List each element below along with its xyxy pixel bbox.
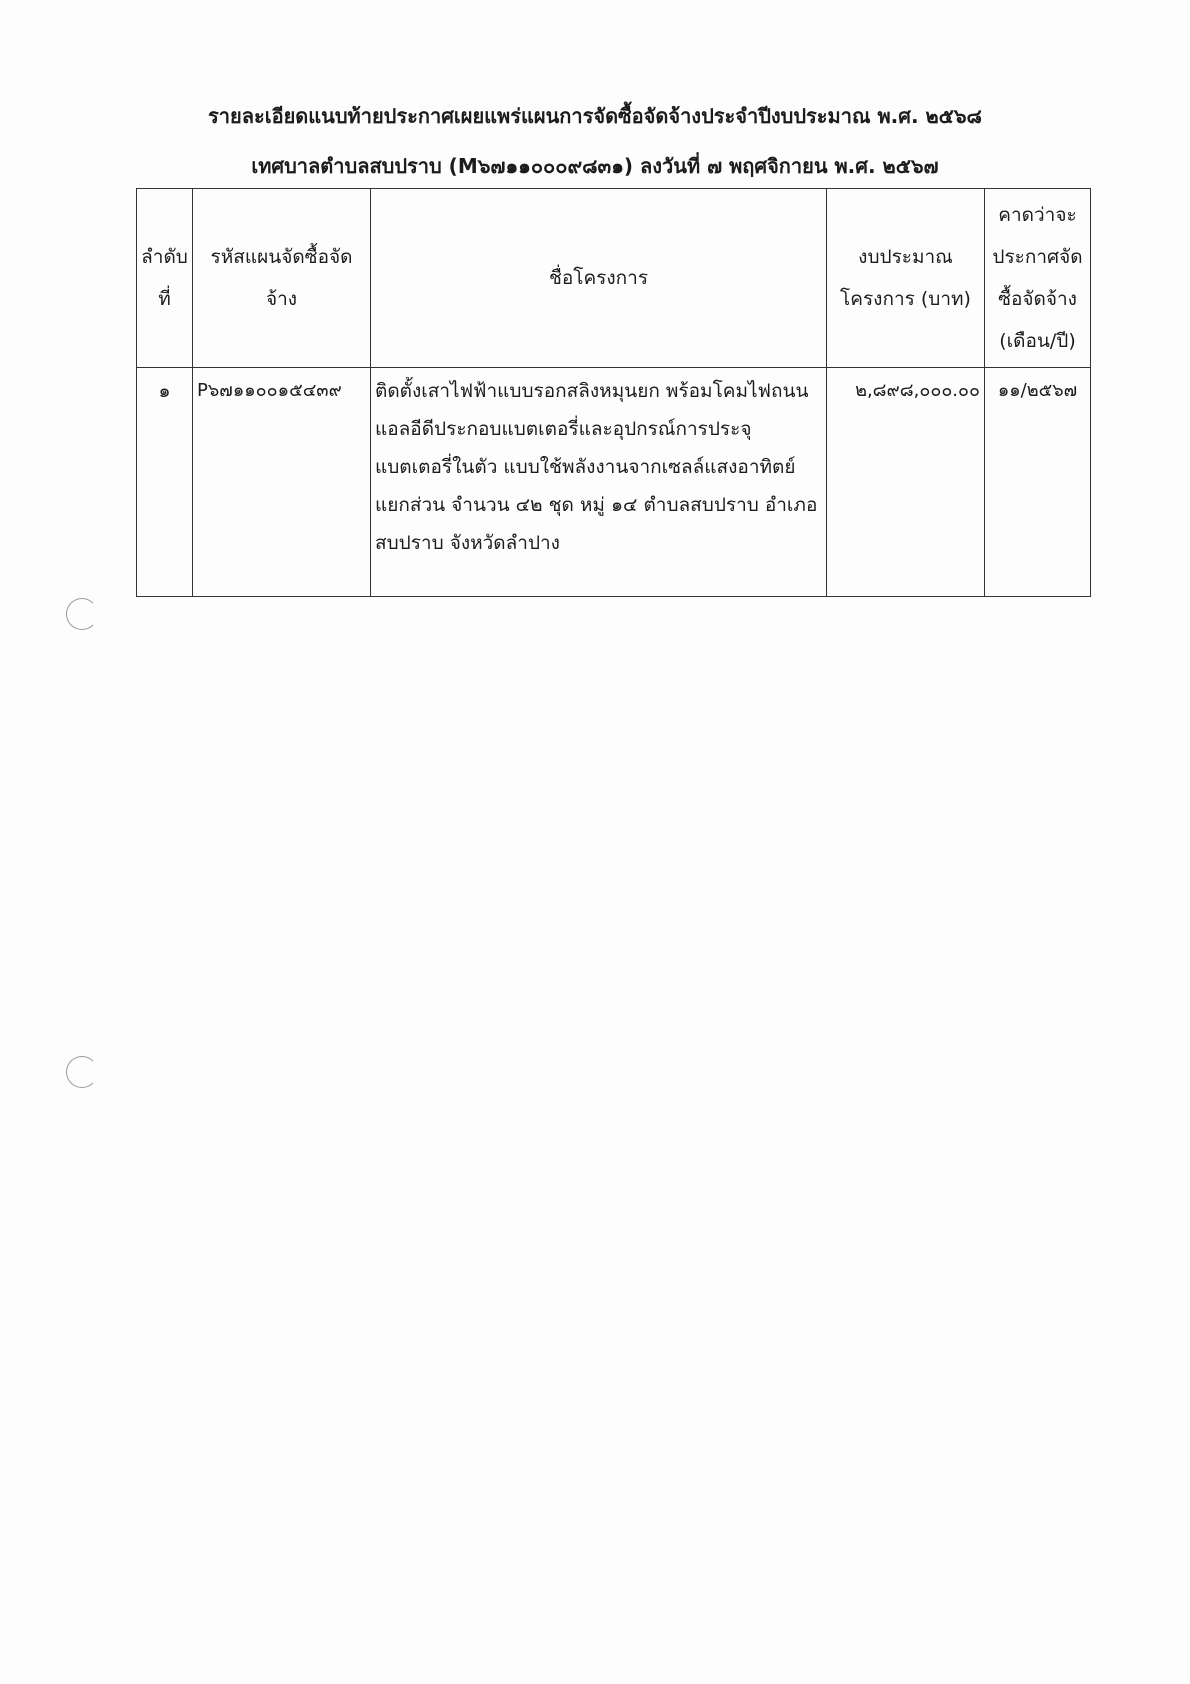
header-plan-code: รหัสแผนจัดซื้อจัดจ้าง <box>193 189 371 368</box>
document-title: รายละเอียดแนบท้ายประกาศเผยแพร่แผนการจัดซื้อจัดจ้างประจำปีงบประมาณ พ.ศ. ๒๕๖๘ <box>208 104 982 128</box>
table-row <box>137 368 1091 597</box>
header-project-name: ชื่อโครงการ <box>371 189 827 368</box>
header-expected-date: คาดว่าจะประกาศจัดซื้อจัดจ้าง (เดือน/ปี) <box>985 189 1091 368</box>
procurement-plan-table <box>136 188 1091 597</box>
row-no: ๑ <box>137 368 193 597</box>
table-header-row <box>137 189 1091 368</box>
row-expected-date: ๑๑/๒๕๖๗ <box>985 368 1091 597</box>
row-budget: ๒,๘๙๘,๐๐๐.๐๐ <box>827 368 985 597</box>
row-plan-code: P๖๗๑๑๐๐๑๕๔๓๙ <box>193 368 371 597</box>
header-no: ลำดับที่ <box>137 189 193 368</box>
punch-hole-mark <box>66 598 98 630</box>
punch-hole-mark <box>66 1056 98 1088</box>
row-project-name: ติดตั้งเสาไฟฟ้าแบบรอกสลิงหมุนยก พร้อมโคมไฟถนนแอลอีดีประกอบแบตเตอรี่และอุปกรณ์การประจุแบตเตอรี่ในตัว แบบใช้พลังงานจากเซลล์แสงอาทิตย์แยกส่วน จำนวน ๔๒ ชุด หมู่ ๑๔ ตำบลสบปราบ อำเภอสบปราบ จังหวัดลำปาง <box>371 368 827 597</box>
header-budget: งบประมาณโครงการ (บาท) <box>827 189 985 368</box>
document-subtitle: เทศบาลตำบลสบปราบ (M๖๗๑๑๐๐๐๙๘๓๑) ลงวันที่ ๗ พฤศจิกายน พ.ศ. ๒๕๖๗ <box>251 154 939 178</box>
